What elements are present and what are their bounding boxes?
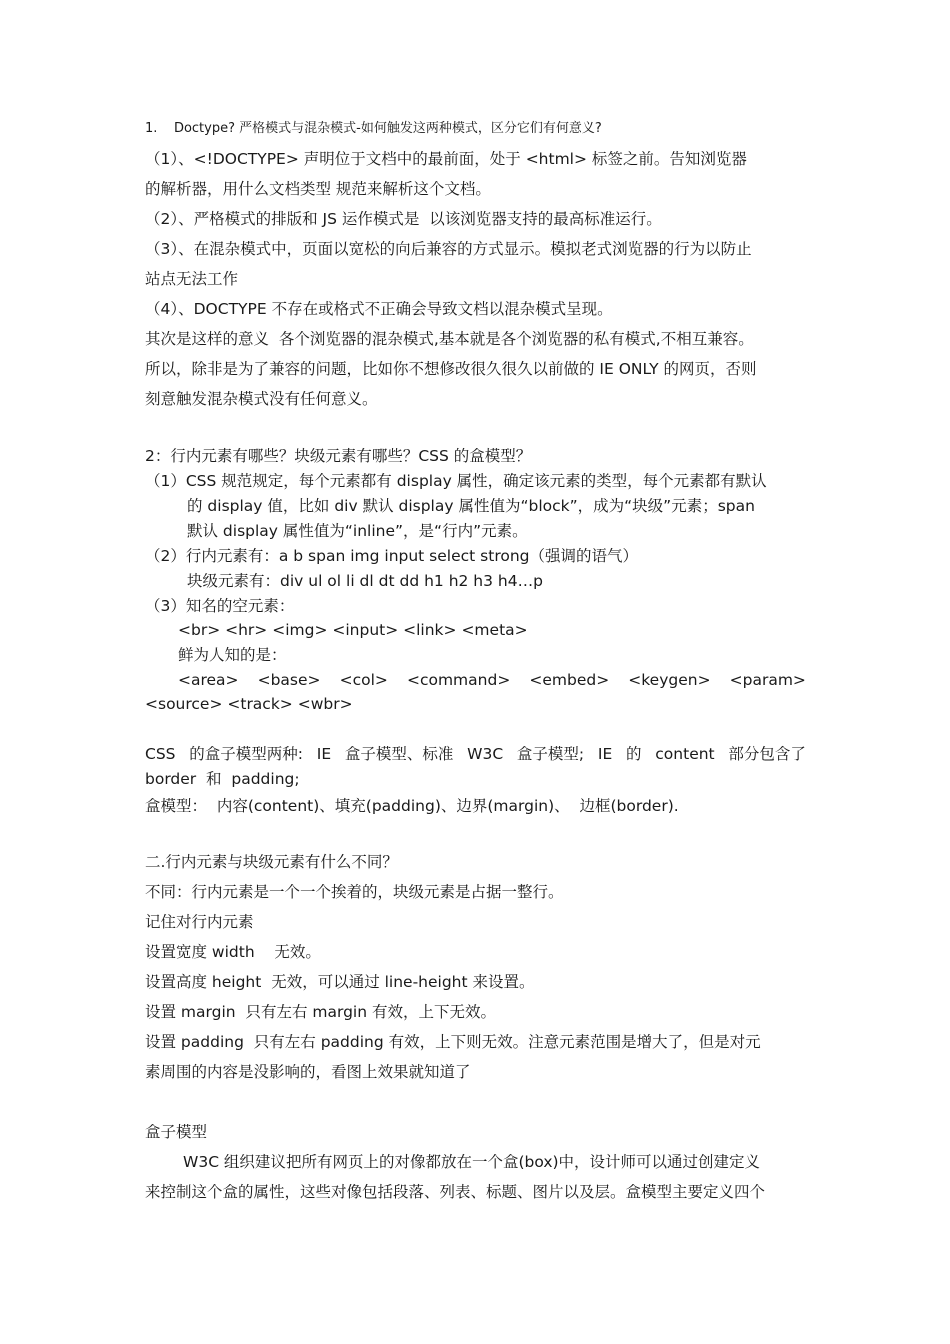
text-segment: IE	[316, 745, 332, 763]
paragraph-line: 刻意触发混杂模式没有任何意义。	[145, 390, 378, 408]
paragraph-line: 盒模型： 内容(content)、填充(padding)、边界(margin)、 边框(border).	[145, 797, 679, 815]
paragraph-line: 不同：行内元素是一个一个挨着的，块级元素是占据一整行。	[145, 883, 564, 901]
paragraph-line: 其次是这样的意义 各个浏览器的混杂模式,基本就是各个浏览器的私有模式,不相互兼容。	[145, 330, 754, 348]
paragraph-line: 鲜为人知的是：	[178, 646, 287, 664]
element-tag: <command>	[406, 671, 511, 689]
paragraph-line: （3）、在混杂模式中，页面以宽松的向后兼容的方式显示。模拟老式浏览器的行为以防止	[145, 240, 752, 258]
empty-elements-list: <br> <hr> <img> <input> <link> <meta>	[178, 621, 528, 639]
paragraph-line: <source> <track> <wbr>	[145, 695, 353, 713]
text-segment: CSS	[145, 745, 176, 763]
paragraph-line: 默认 display 属性值为“inline”，是“行内”元素。	[187, 522, 528, 540]
paragraph-line: 设置高度 height 无效，可以通过 line-height 来设置。	[145, 973, 535, 991]
element-tag: <area>	[178, 671, 239, 689]
paragraph-line: （4）、DOCTYPE 不存在或格式不正确会导致文档以混杂模式呈现。	[145, 300, 613, 318]
text-segment: 的	[626, 745, 642, 763]
paragraph-line: border 和 padding;	[145, 770, 300, 788]
text-segment: IE	[597, 745, 613, 763]
paragraph-line: （1）、<!DOCTYPE> 声明位于文档中的最前面，处于 <html> 标签之前。告知浏览器	[145, 150, 747, 168]
paragraph-line: 设置宽度 width 无效。	[145, 943, 321, 961]
paragraph-line: 设置 padding 只有左右 padding 有效，上下则无效。注意元素范围是增大了，但是对元	[145, 1033, 761, 1051]
element-tag: <keygen>	[628, 671, 711, 689]
text-segment: content	[655, 745, 715, 763]
text-segment: 盒子模型;	[516, 745, 585, 763]
element-tag: <embed>	[529, 671, 610, 689]
paragraph-line: 设置 margin 只有左右 margin 有效，上下无效。	[145, 1003, 496, 1021]
paragraph-line: （2）行内元素有：a b span img input select strong（强调的语气）	[145, 547, 638, 565]
rare-elements-list	[178, 670, 806, 690]
paragraph-line: 素周围的内容是没影响的，看图上效果就知道了	[145, 1063, 471, 1081]
paragraph-line: （3）知名的空元素：	[145, 597, 295, 615]
paragraph-line: （1）CSS 规范规定，每个元素都有 display 属性，确定该元素的类型，每个元素都有默认	[145, 472, 767, 490]
paragraph-line: 的解析器，用什么文档类型 规范来解析这个文档。	[145, 180, 491, 198]
section4-heading: 盒子模型	[145, 1123, 208, 1141]
heading-number: 1.	[145, 121, 158, 136]
element-tag: <param>	[729, 671, 806, 689]
paragraph-line: 记住对行内元素	[145, 913, 254, 931]
text-segment: 部分包含了	[728, 745, 806, 763]
paragraph-line: 的 display 值，比如 div 默认 display 属性值为“block”，成为“块级”元素；span	[187, 497, 755, 515]
paragraph-line: W3C 组织建议把所有网页上的对像都放在一个盒(box)中，设计师可以通过创建定义	[183, 1153, 761, 1171]
paragraph-line: 所以，除非是为了兼容的问题，比如你不想修改很久很久以前做的 IE ONLY 的网页，否则	[145, 360, 757, 378]
paragraph-line: 来控制这个盒的属性，这些对像包括段落、列表、标题、图片以及层。盒模型主要定义四个	[145, 1183, 766, 1201]
text-segment: W3C	[467, 745, 504, 763]
paragraph-line: 块级元素有：div ul ol li dl dt dd h1 h2 h3 h4…p	[187, 572, 543, 590]
paragraph-line: 站点无法工作	[145, 270, 239, 288]
text-segment: 盒子模型、标准	[344, 745, 454, 763]
element-tag: <col>	[339, 671, 388, 689]
section1-heading	[145, 119, 602, 139]
heading-text: Doctype? 严格模式与混杂模式-如何触发这两种模式，区分它们有何意义?	[173, 121, 602, 136]
element-tag: <base>	[257, 671, 321, 689]
section3-heading: 二.行内元素与块级元素有什么不同？	[145, 853, 398, 871]
box-model-line	[145, 744, 806, 764]
text-segment: 的盒子模型两种:	[189, 745, 303, 763]
section2-heading: 2：行内元素有哪些？块级元素有哪些？CSS 的盒模型？	[145, 447, 532, 465]
paragraph-line: （2）、严格模式的排版和 JS 运作模式是 以该浏览器支持的最高标准运行。	[145, 210, 662, 228]
